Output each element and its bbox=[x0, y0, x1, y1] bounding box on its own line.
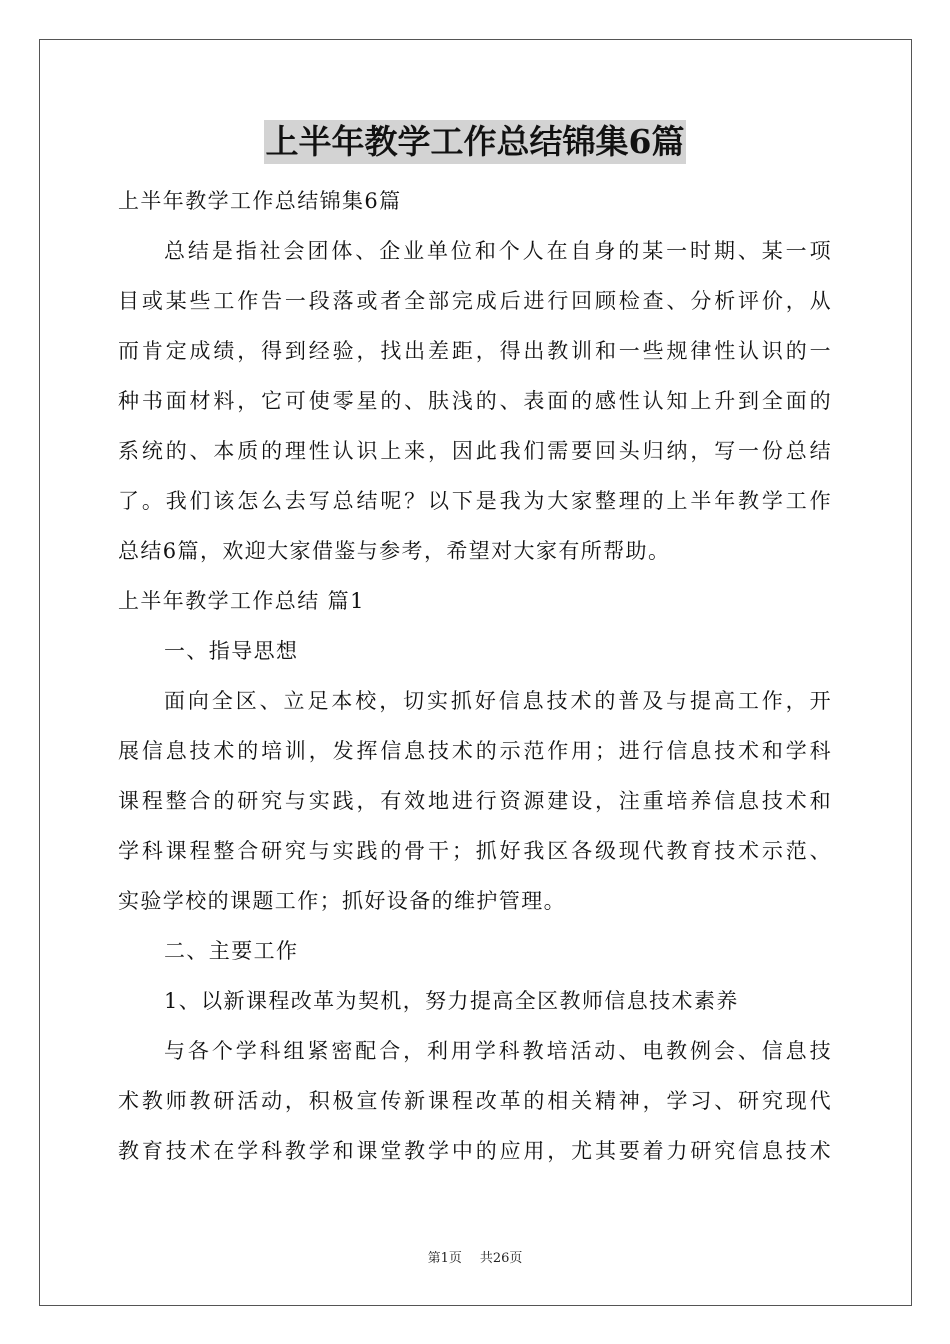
document-title-text: 上半年教学工作总结锦集6篇 bbox=[264, 120, 687, 164]
paragraph-line: 面向全区、立足本校，切实抓好信息技术的普及与提高工作，开 bbox=[164, 689, 832, 713]
paragraph-line: 系统的、本质的理性认识上来，因此我们需要回头归纳，写一份总结 bbox=[118, 439, 832, 463]
paragraph-line: 总结6篇，欢迎大家借鉴与参考，希望对大家有所帮助。 bbox=[118, 539, 671, 563]
paragraph-line: 教育技术在学科教学和课堂教学中的应用，尤其要着力研究信息技术 bbox=[118, 1139, 832, 1163]
page-total: 共26页 bbox=[479, 1251, 523, 1266]
document-body bbox=[118, 120, 832, 1176]
paragraph-line: 目或某些工作告一段落或者全部完成后进行回顾检查、分析评价，从 bbox=[118, 289, 832, 313]
paragraph-line: 总结是指社会团体、企业单位和个人在自身的某一时期、某一项 bbox=[164, 239, 832, 263]
paragraph-line: 而肯定成绩，得到经验，找出差距，得出教训和一些规律性认识的一 bbox=[118, 339, 832, 363]
paragraph-line: 了。我们该怎么去写总结呢？以下是我为大家整理的上半年教学工作 bbox=[118, 489, 832, 513]
paragraph-line: 实验学校的课题工作；抓好设备的维护管理。 bbox=[118, 889, 566, 913]
subtitle-line: 上半年教学工作总结锦集6篇 bbox=[118, 189, 402, 213]
paragraph-line: 展信息技术的培训，发挥信息技术的示范作用；进行信息技术和学科 bbox=[118, 739, 832, 763]
paragraph-line: 种书面材料，它可使零星的、肤浅的、表面的感性认知上升到全面的 bbox=[118, 389, 832, 413]
section-heading: 上半年教学工作总结 篇1 bbox=[118, 589, 365, 613]
subsection-heading: 一、指导思想 bbox=[164, 639, 299, 663]
item-heading: 1、以新课程改革为契机，努力提高全区教师信息技术素养 bbox=[164, 989, 739, 1013]
paragraph-line: 与各个学科组紧密配合，利用学科教培活动、电教例会、信息技 bbox=[164, 1039, 832, 1063]
document-title bbox=[118, 120, 832, 170]
page-footer bbox=[0, 1247, 950, 1266]
paragraph-line: 术教师教研活动，积极宣传新课程改革的相关精神，学习、研究现代 bbox=[118, 1089, 832, 1113]
page-number: 第1页 bbox=[427, 1251, 462, 1266]
subsection-heading: 二、主要工作 bbox=[164, 939, 299, 963]
paragraph-line: 课程整合的研究与实践，有效地进行资源建设，注重培养信息技术和 bbox=[118, 789, 832, 813]
paragraph-line: 学科课程整合研究与实践的骨干；抓好我区各级现代教育技术示范、 bbox=[118, 839, 832, 863]
